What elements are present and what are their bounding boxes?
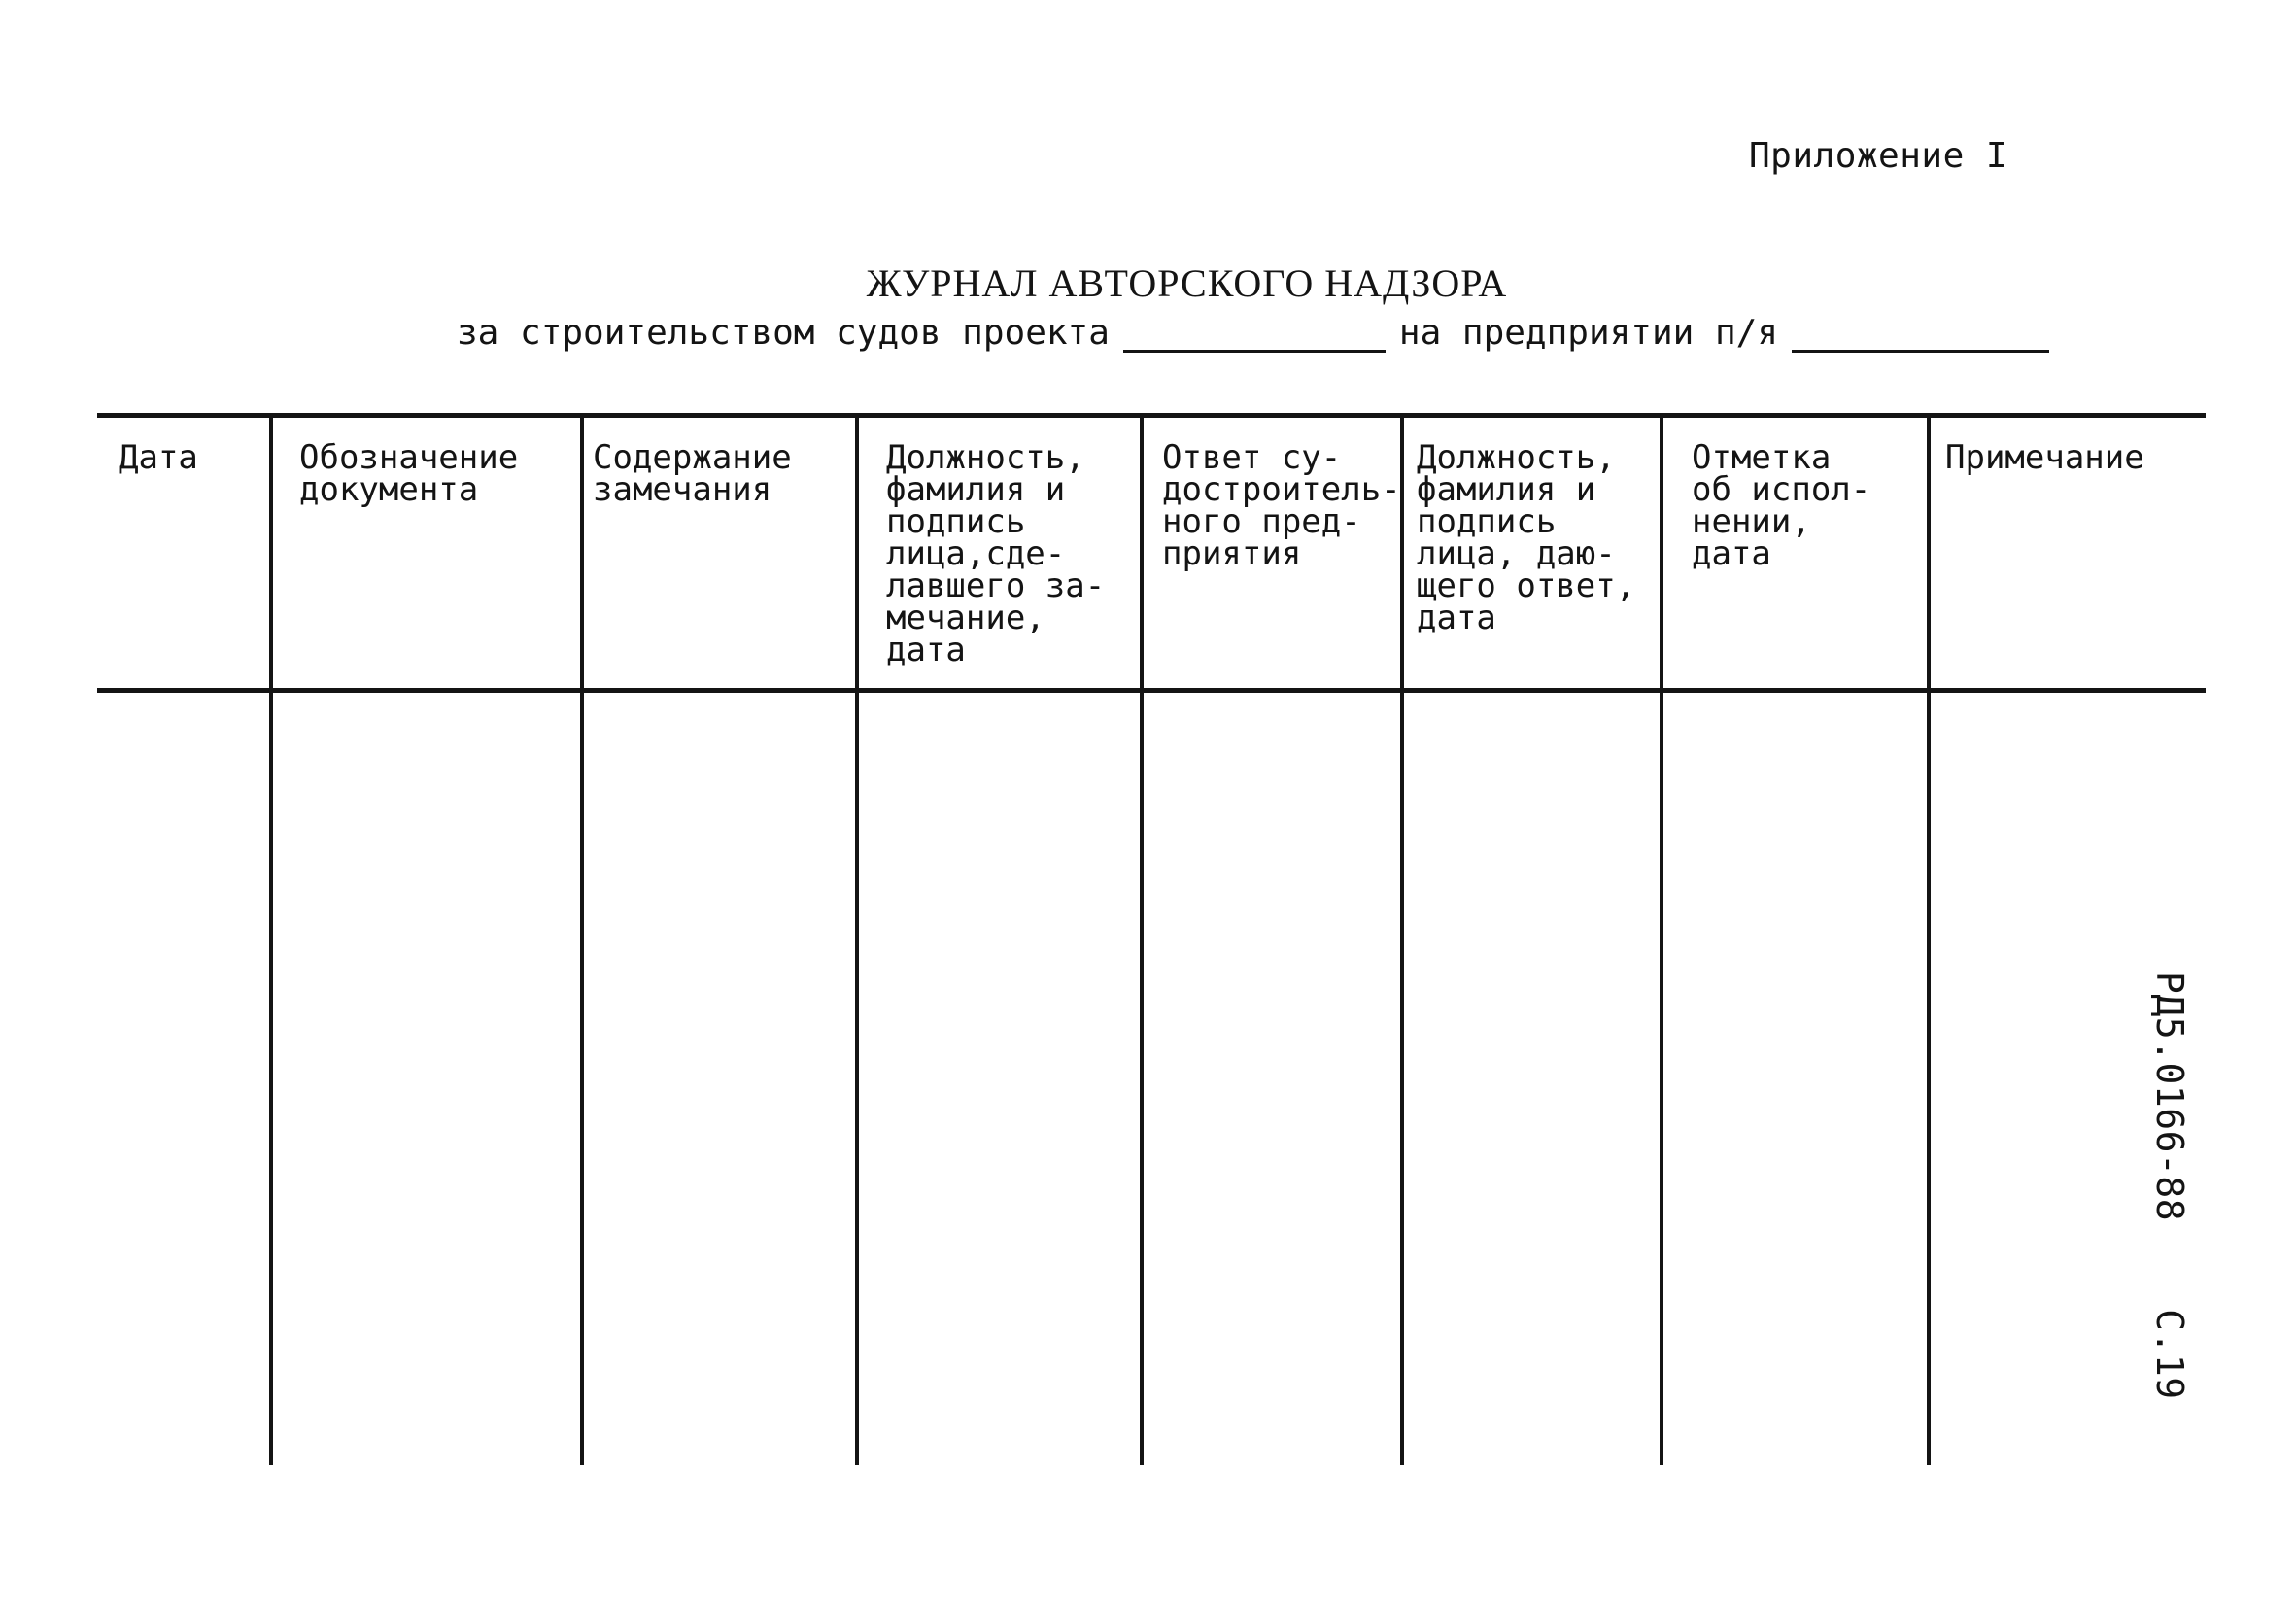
column-header-date: Дата (119, 438, 198, 477)
document-title: ЖУРНАЛ АВТОРСКОГО НАДЗОРА (866, 261, 1508, 305)
document-subtitle (457, 313, 2063, 353)
table-top-rule (97, 413, 2206, 418)
document-code: РД5.0166-88 (2148, 972, 2191, 1222)
column-header-answer-author: Должность, фамилия и подпись лица, даю- щего ответ, дата (1417, 438, 1636, 637)
column-divider (1927, 416, 1931, 1465)
column-divider (855, 416, 859, 1465)
column-header-note: Примечание (1945, 438, 2144, 477)
column-divider (580, 416, 584, 1465)
subtitle-text-enterprise: на предприятии п/я (1398, 313, 1779, 353)
project-blank-field (1123, 321, 1386, 353)
subtitle-text-project: за строительством судов проекта (457, 313, 1110, 353)
column-divider (1660, 416, 1663, 1465)
enterprise-blank-field (1792, 321, 2049, 353)
column-header-remark-content: Содержание замечания (593, 438, 792, 509)
column-divider (1140, 416, 1144, 1465)
appendix-label: Приложение I (1749, 136, 2008, 176)
column-header-execution-mark: Отметка об испол- нении, дата (1692, 438, 1871, 573)
column-divider (269, 416, 273, 1465)
page-number: С.19 (2148, 1309, 2191, 1400)
column-header-remark-author: Должность, фамилия и подпись лица,сде- лавшего за- мечание, дата (886, 438, 1106, 669)
column-header-document: Обозначение документа (299, 438, 519, 509)
side-stamp (2138, 972, 2196, 1399)
column-header-shipyard-answer: Ответ су- достроитель- ного пред- приятия (1162, 438, 1401, 573)
column-divider (1400, 416, 1404, 1465)
table-header-rule (97, 688, 2206, 693)
